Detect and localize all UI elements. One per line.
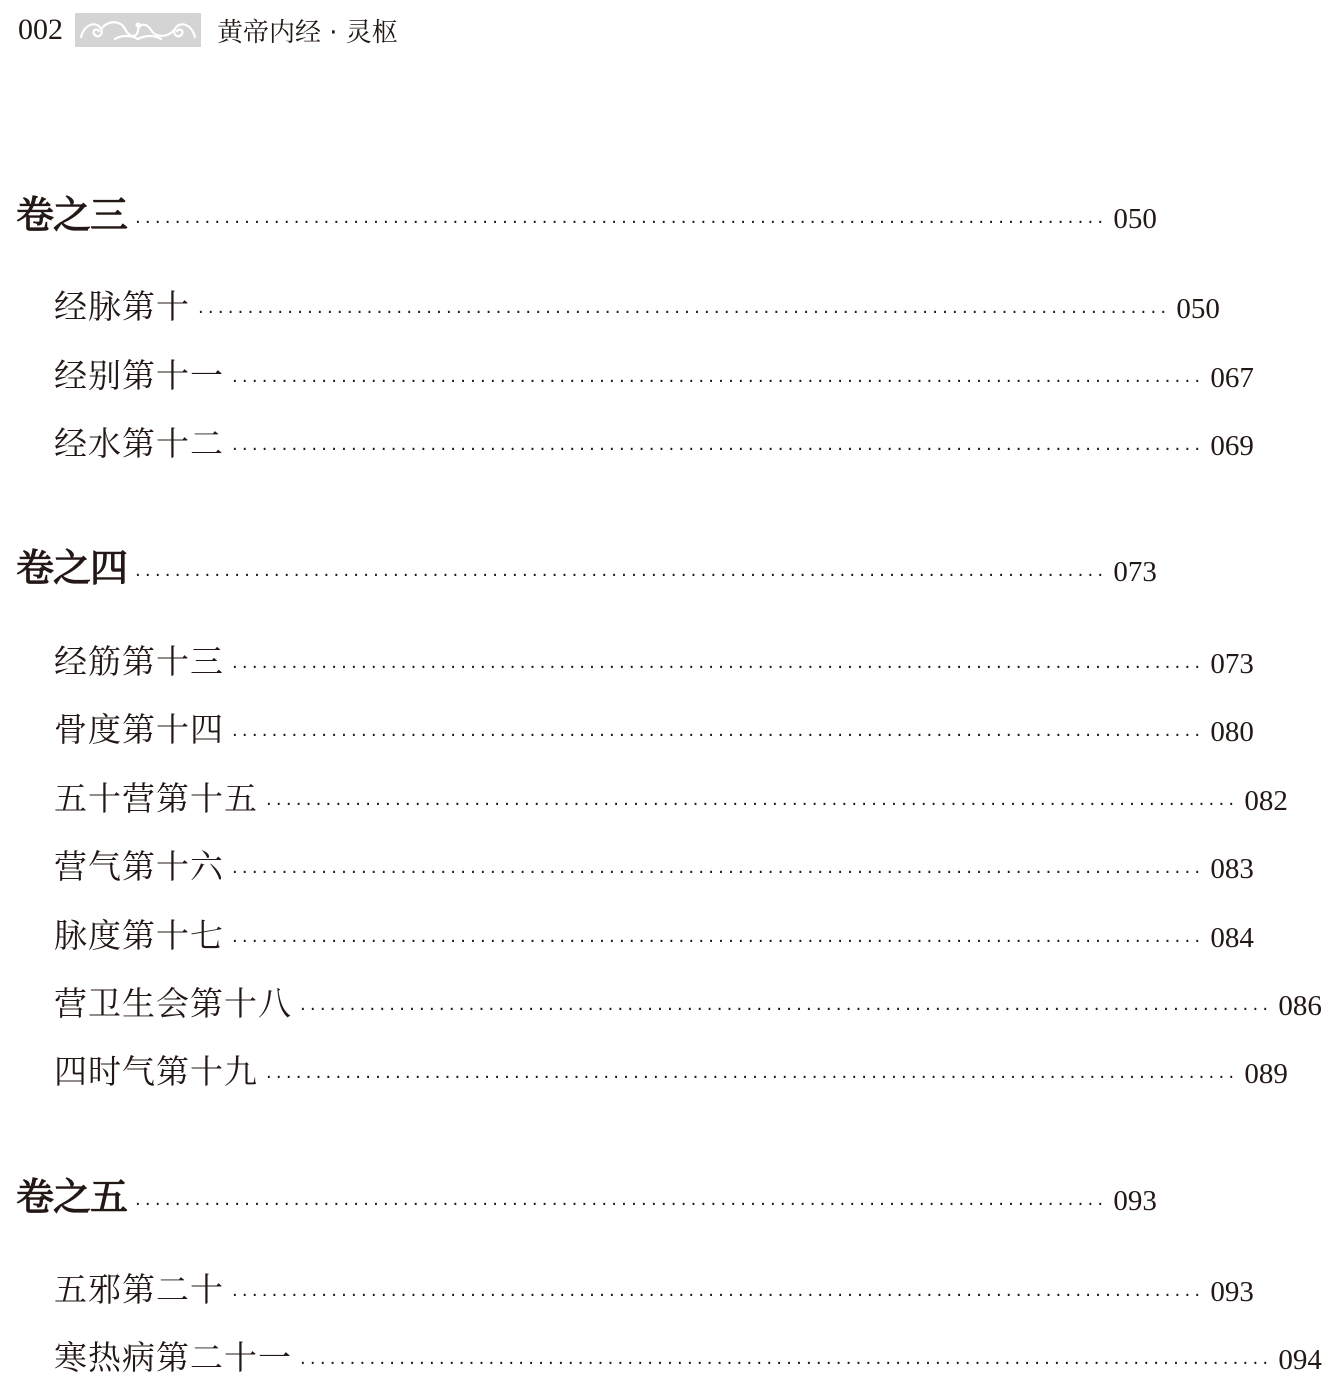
toc-section[interactable] xyxy=(16,537,1157,592)
dot-leader: ·································································································· xyxy=(232,931,1205,952)
toc-chapter[interactable] xyxy=(54,1332,1322,1379)
page-ref: 093 xyxy=(1210,1276,1254,1308)
toc-chapter[interactable] xyxy=(54,1046,1288,1093)
dot-leader: ·································································································· xyxy=(232,439,1205,460)
dot-leader: ·································································································· xyxy=(232,371,1205,392)
page-ref: 067 xyxy=(1210,362,1254,394)
page-ref: 084 xyxy=(1210,922,1254,954)
chapter-title: 寒热病第二十一 xyxy=(54,1338,292,1377)
section-title: 卷之四 xyxy=(16,545,128,590)
section-title: 卷之三 xyxy=(16,192,128,237)
page-ref: 073 xyxy=(1113,556,1157,588)
toc-chapter[interactable] xyxy=(54,910,1254,957)
dot-leader: ·································································································· xyxy=(232,1285,1205,1306)
toc-chapter[interactable] xyxy=(54,1264,1254,1311)
chapter-title: 五十营第十五 xyxy=(54,779,258,818)
chapter-title: 骨度第十四 xyxy=(54,710,224,749)
toc-chapter[interactable] xyxy=(54,704,1254,751)
chapter-title: 营气第十六 xyxy=(54,847,224,886)
toc-section[interactable] xyxy=(16,1166,1157,1221)
chapter-title: 五邪第二十 xyxy=(54,1270,224,1309)
dot-leader: ·································································································· xyxy=(266,794,1239,815)
chapter-title: 四时气第十九 xyxy=(54,1052,258,1091)
dot-leader: ·································································································· xyxy=(198,302,1171,323)
page-ref: 093 xyxy=(1113,1185,1157,1217)
page-ref: 083 xyxy=(1210,853,1254,885)
chapter-title: 脉度第十七 xyxy=(54,916,224,955)
chapter-title: 经脉第十 xyxy=(54,287,190,326)
page-number: 002 xyxy=(18,13,63,46)
dot-leader: ·································································································· xyxy=(232,725,1205,746)
toc-chapter[interactable] xyxy=(54,978,1322,1025)
section-title: 卷之五 xyxy=(16,1174,128,1219)
dot-leader: ·································································································· xyxy=(135,212,1108,233)
chapter-title: 经水第十二 xyxy=(54,424,224,463)
book-title: 黄帝内经 · 灵枢 xyxy=(217,17,398,48)
page-ref: 069 xyxy=(1210,430,1254,462)
page-header xyxy=(18,10,398,50)
page-ref: 050 xyxy=(1176,293,1220,325)
dot-leader: ·································································································· xyxy=(232,862,1205,883)
chapter-title: 营卫生会第十八 xyxy=(54,984,292,1023)
page-ref: 089 xyxy=(1244,1058,1288,1090)
chapter-title: 经筋第十三 xyxy=(54,642,224,681)
dot-leader: ·································································································· xyxy=(300,999,1273,1020)
header-ornament-icon xyxy=(75,13,201,47)
dot-leader: ·································································································· xyxy=(135,565,1108,586)
page-ref: 050 xyxy=(1113,203,1157,235)
page-ref: 082 xyxy=(1244,785,1288,817)
toc-chapter[interactable] xyxy=(54,773,1288,820)
page-ref: 086 xyxy=(1278,990,1322,1022)
toc-chapter[interactable] xyxy=(54,841,1254,888)
chapter-title: 经别第十一 xyxy=(54,356,224,395)
toc-chapter[interactable] xyxy=(54,281,1220,328)
dot-leader: ·································································································· xyxy=(135,1194,1108,1215)
toc-chapter[interactable] xyxy=(54,418,1254,465)
dot-leader: ·································································································· xyxy=(300,1353,1273,1374)
toc-section[interactable] xyxy=(16,184,1157,239)
toc-chapter[interactable] xyxy=(54,350,1254,397)
page-ref: 073 xyxy=(1210,648,1254,680)
toc-chapter[interactable] xyxy=(54,636,1254,683)
page-ref: 080 xyxy=(1210,716,1254,748)
page-ref: 094 xyxy=(1278,1344,1322,1376)
dot-leader: ·································································································· xyxy=(232,657,1205,678)
dot-leader: ·································································································· xyxy=(266,1067,1239,1088)
